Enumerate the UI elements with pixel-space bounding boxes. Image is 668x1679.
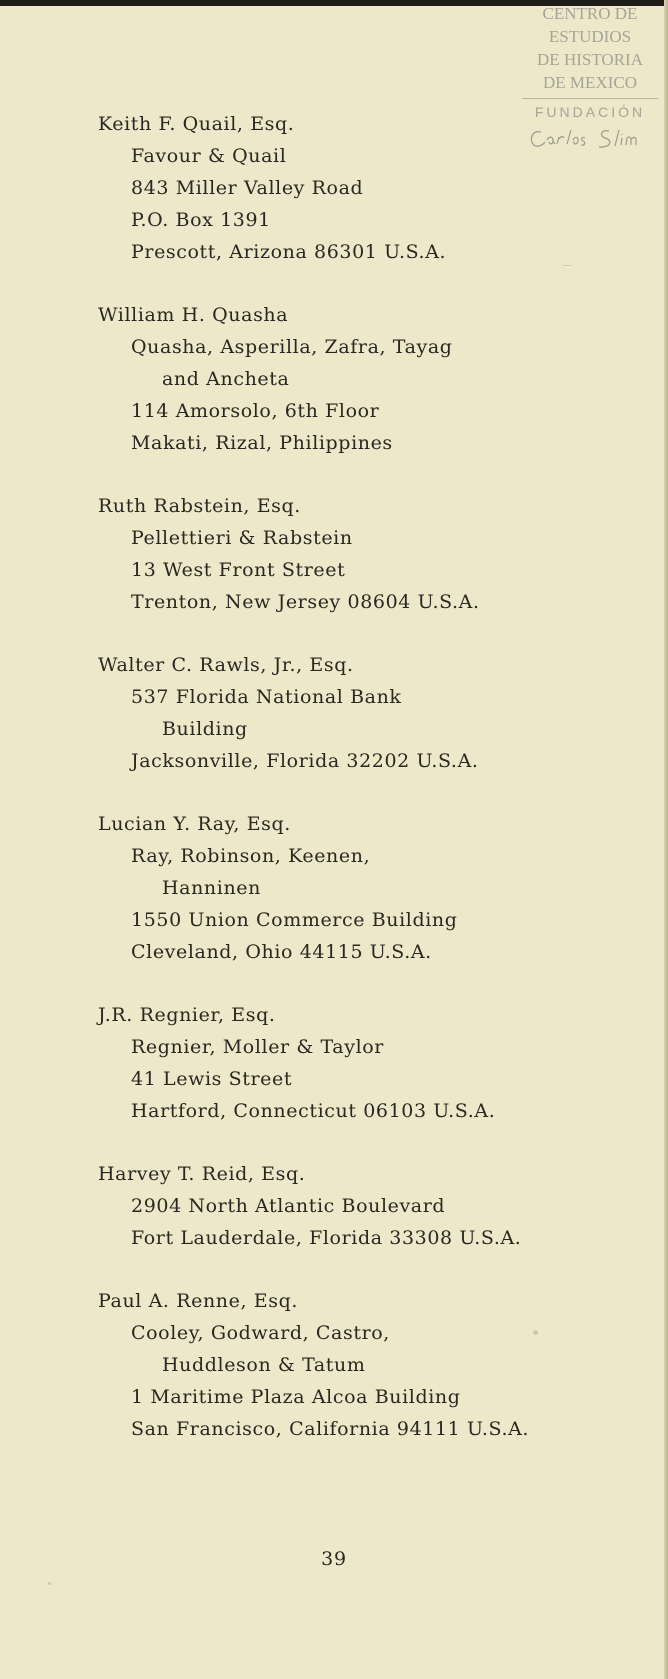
attorney-name: Ruth Rabstein, Esq. bbox=[98, 495, 301, 517]
paper-speck bbox=[562, 265, 572, 266]
directory-entry bbox=[98, 108, 618, 268]
address-line: 114 Amorsolo, 6th Floor bbox=[131, 400, 380, 422]
address-line: P.O. Box 1391 bbox=[131, 209, 271, 231]
address-line: Hartford, Connecticut 06103 U.S.A. bbox=[131, 1100, 496, 1122]
paper-speck bbox=[533, 1330, 538, 1335]
address-line: Huddleson & Tatum bbox=[162, 1354, 366, 1376]
address-line: 537 Florida National Bank bbox=[131, 686, 402, 708]
watermark-line: DE MEXICO bbox=[543, 73, 637, 92]
attorney-name: Paul A. Renne, Esq. bbox=[98, 1290, 298, 1312]
directory-entry bbox=[98, 490, 618, 618]
address-line: 13 West Front Street bbox=[131, 559, 346, 581]
address-line: San Francisco, California 94111 U.S.A. bbox=[131, 1418, 530, 1440]
page-right-edge bbox=[664, 0, 668, 1679]
address-line: 41 Lewis Street bbox=[131, 1068, 293, 1090]
watermark-line: DE HISTORIA bbox=[537, 50, 643, 69]
watermark-line: CENTRO DE bbox=[542, 4, 638, 23]
address-line: Regnier, Moller & Taylor bbox=[131, 1036, 384, 1058]
directory-entry bbox=[98, 649, 618, 777]
address-line: 1 Maritime Plaza Alcoa Building bbox=[131, 1386, 461, 1408]
address-line: Favour & Quail bbox=[131, 145, 287, 167]
address-line: Building bbox=[162, 718, 248, 740]
address-line: Hanninen bbox=[162, 877, 261, 899]
attorney-name: Walter C. Rawls, Jr., Esq. bbox=[98, 654, 354, 676]
address-line: Pellettieri & Rabstein bbox=[131, 527, 353, 549]
address-line: Jacksonville, Florida 32202 U.S.A. bbox=[131, 750, 479, 772]
address-line: 2904 North Atlantic Boulevard bbox=[131, 1195, 446, 1217]
address-line: Makati, Rizal, Philippines bbox=[131, 432, 393, 454]
directory-entry bbox=[98, 808, 618, 968]
paper-speck bbox=[48, 1582, 51, 1585]
attorney-name: Harvey T. Reid, Esq. bbox=[98, 1163, 306, 1185]
page-number: 39 bbox=[321, 1548, 347, 1570]
watermark-foundation: FUNDACIÓN bbox=[522, 98, 658, 124]
watermark-line: ESTUDIOS bbox=[548, 27, 632, 46]
attorney-name: William H. Quasha bbox=[98, 304, 289, 326]
address-line: Cleveland, Ohio 44115 U.S.A. bbox=[131, 941, 432, 963]
directory-entry bbox=[98, 1158, 618, 1254]
address-line: Cooley, Godward, Castro, bbox=[131, 1322, 390, 1344]
address-line: 843 Miller Valley Road bbox=[131, 177, 364, 199]
address-line: and Ancheta bbox=[162, 368, 290, 390]
directory-entry bbox=[98, 1285, 618, 1445]
address-line: Quasha, Asperilla, Zafra, Tayag bbox=[131, 336, 453, 358]
address-line: Trenton, New Jersey 08604 U.S.A. bbox=[131, 591, 480, 613]
directory-entry bbox=[98, 999, 618, 1127]
attorney-name: Lucian Y. Ray, Esq. bbox=[98, 813, 291, 835]
attorney-name: J.R. Regnier, Esq. bbox=[98, 1004, 276, 1026]
address-line: Prescott, Arizona 86301 U.S.A. bbox=[131, 241, 447, 263]
attorney-name: Keith F. Quail, Esq. bbox=[98, 113, 295, 135]
address-line: Fort Lauderdale, Florida 33308 U.S.A. bbox=[131, 1227, 522, 1249]
address-line: Ray, Robinson, Keenen, bbox=[131, 845, 371, 867]
directory-entry bbox=[98, 299, 618, 459]
address-line: 1550 Union Commerce Building bbox=[131, 909, 458, 931]
attorney-directory bbox=[98, 108, 618, 1476]
